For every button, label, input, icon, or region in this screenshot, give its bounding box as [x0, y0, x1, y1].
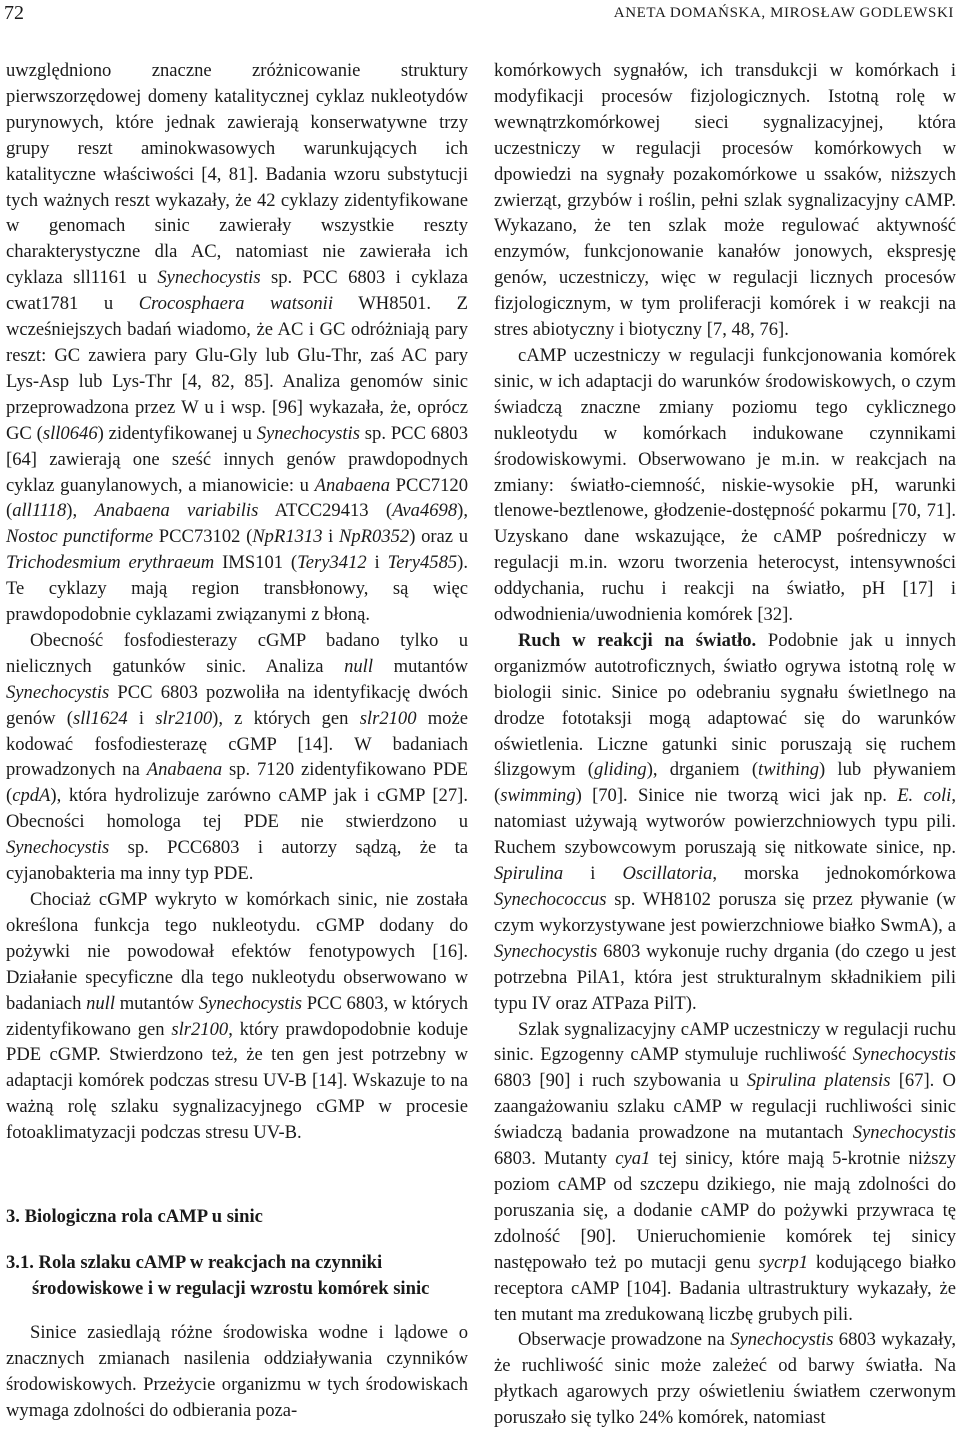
italic-term: E. coli: [897, 785, 952, 807]
paragraph: [494, 628, 956, 1017]
italic-term: gliding: [594, 759, 647, 781]
paragraph: Szlak sygnalizacyjny cAMP uczestniczy w regulacji ruchu sinic. Egzogenny cAMP stymuluje ruchliwość Synechocystis 6803 [90] i ruch szybowania u Spirulina platensis [67]. O zaangażowaniu szlaku cAMP w regulacji ruchliwości sinic świadczą badania prowadzone na mutantach Synechocystis 6803. Mutanty cya1 tej sinicy, które mają 5-krotnie niższy poziom cAMP od szczepu dzikiego, nie mają zdolności do poruszania się, a dodanie cAMP do pożywki przywraca tę zdolność [90]. Unieruchomienie komórek tej sinicy następowało też po mutacji genu sycrp1 kodującego białko receptora cAMP [104]. Badania ultrastruktury wykazały, że ten mutant ma zredukowaną liczbę grubych pili.: [494, 1018, 956, 1325]
italic-term: swimming: [500, 785, 576, 807]
italic-term: Spirulina: [494, 863, 564, 885]
italic-term: Oscillatoria: [622, 863, 713, 885]
italic-term: twithing: [758, 759, 820, 781]
paragraph: komórkowych sygnałów, ich transdukcji w komórkach i modyfikacji procesów fizjologicznych. Istotną rolę w wewnątrzkomórkowej sieci sygnalizacyjnej, która uczestniczy w regulacji procesów komórkowych w dpowiedzi na sygnały pozakomórkowe u ssaków, niższych zwierząt, grzybów i roślin, pełni szlak sygnalizacyjny cAMP. Wykazano, że ten szlak może regulować aktywność enzymów, funkcjonowanie kanałów jonowych, ekspresję genów, uczestniczy, więc w regulacji licznych procesów fizjologicznym, w tym proliferacji komórek i w reakcji na stres abiotyczny i biotyczny [7, 48, 76].: [494, 60, 956, 341]
italic-term: Synechocystis: [6, 681, 110, 703]
italic-term: Spirulina platensis: [746, 1070, 891, 1092]
italic-term: slr2100: [359, 707, 417, 729]
italic-term: Tery3412: [297, 552, 367, 574]
italic-term: Tery4585: [387, 552, 458, 574]
italic-term: Synechocystis: [852, 1122, 956, 1144]
paragraph: Chociaż cGMP wykryto w komórkach sinic, nie została określona funkcja tego nukleotydu. cGMP dodany do pożywki nie powodował efektów fenotypowych [16]. Działanie specyficzne dla tego nukleotydu obserwowano w badaniach null mutantów Synechocystis PCC 6803, w których zidentyfikowano gen slr2100, który prawdopodobnie koduje PDE cGMP. Stwierdzono też, że ten gen jest potrzebny w adaptacji komórek podczas stresu UV-B [14]. Wskazuje to na ważną rolę szlaku sygnalizacyjnego cGMP w procesie fotoaklimatyzacji podczas stresu UV-B.: [6, 889, 468, 1144]
italic-term: Ava4698: [392, 500, 458, 522]
paragraph-body: Podobnie jak u innych organizmów autotroficznych, światło ogrywa istotną rolę w biologii sinic. Sinice po odebraniu sygnału świetlnego na drodze fototaksji mogą adaptować się do warunków oświetlenia. Liczne gatunki sinic poruszają się ruchem ślizgowym (gliding), drganiem (twithing) lub pływaniem (swimming) [70]. Sinice nie tworzą wici jak np. E. coli, natomiast używają wytworów powierzchniowych typu pili. Ruchem szybowcowym poruszają się nitkowate sinice, np. Spirulina i Oscillatoria, morska jednokomórkowa Synechococcus sp. WH8102 porusza się przez pływanie (w czym wykorzystywane jest powierzchniowe białko SwmA), a Synechocystis 6803 wykonuje ruchy drgania (do czego u jest potrzebna PilA1, która jest strukturalnym składnikiem pili typu IV oraz ATPaza PilT).: [494, 629, 957, 1014]
italic-term: cya1: [615, 1148, 651, 1170]
italic-term: NpR1313: [252, 526, 323, 548]
running-head: ANETA DOMAŃSKA, MIROSŁAW GODLEWSKI: [613, 5, 954, 21]
italic-term: null: [86, 992, 115, 1014]
italic-term: Synechococcus: [494, 889, 607, 910]
italic-term: cpdA: [12, 785, 51, 807]
right-column: [494, 58, 956, 1431]
italic-term: sycrp1: [758, 1251, 809, 1273]
italic-term: NpR0352: [338, 526, 410, 548]
paragraph: Sinice zasiedlają różne środowiska wodne i lądowe o znacznych zmianach nasilenia oddziaływania czynników środowiskowych. Przeżycie organizmu w tych środowiskach wymaga zdolności do odbierania poza-: [6, 1321, 468, 1421]
page-number: 72: [4, 2, 24, 24]
italic-term: sll0646: [42, 422, 98, 444]
italic-term: all1118: [12, 500, 67, 522]
paragraph: cAMP uczestniczy w regulacji funkcjonowania komórek sinic, w ich adaptacji do warunków środowiskowych, o czym świadczą znaczne zmiany poziomu tego cyklicznego nukleotydu w komórkach indukowane czynnikami środowiskowymi. Obserwowano je m.in. w reakcjach na zmiany: światło-ciemność, niskie-wysokie pH, warunki tlenowe-beztlenowe, głodzenie-dostępność pokarmu [70, 71]. Uzyskano dane wskazujące, że cAMP pośredniczy w regulacji m.in. wzoru tworzenia heterocyst, intensywności oddychania, ruchu i reakcji na światło, pH [17] i odwodnienia/uwodnienia komórek [32].: [494, 344, 956, 626]
italic-term: Synechocystis: [730, 1329, 834, 1351]
section-heading: 3. Biologiczna rola cAMP u sinic: [6, 1206, 263, 1228]
italic-term: Synechocystis: [256, 422, 360, 444]
paragraph: Obserwacje prowadzone na Synechocystis 6803 wykazały, że ruchliwość sinic może zależeć od barwy światła. Na płytkach agarowych przy oświetleniu światłem czerwonym poruszało się tylko 24% komórek, natomiast: [494, 1329, 956, 1429]
paragraph: Obecność fosfodiesterazy cGMP badano tylko u nielicznych gatunków sinic. Analiza null mutantów Synechocystis PCC 6803 pozwoliła na identyfikację dwóch genów (sll1624 i slr2100), z których gen slr2100 może kodować fosfodiesterazę cGMP [14]. W badaniach prowadzonych na Anabaena sp. 7120 zidentyfikowano PDE (cpdA), która hydrolizuje zarówno cAMP jak i cGMP [27]. Obecności homologa tej PDE nie stwierdzono u Synechocystis sp. PCC6803 i autorzy sądzą, że ta cyjanobakteria ma inny typ PDE.: [6, 629, 469, 885]
italic-term: sll1624: [72, 707, 128, 729]
italic-term: Synechocystis: [494, 940, 598, 962]
italic-term: Synechocystis: [198, 992, 303, 1014]
italic-term: slr2100: [171, 1018, 229, 1040]
italic-term: Nostoc punctiforme: [6, 526, 154, 548]
italic-term: Synechocystis: [6, 837, 110, 859]
italic-term: Trichodesmium erythraeum: [6, 552, 215, 574]
italic-term: Synechocystis: [852, 1044, 956, 1066]
left-column: [6, 58, 468, 1423]
italic-term: Synechocystis: [157, 267, 261, 289]
page-header: [0, 0, 960, 30]
subsection-heading: 3.1. Rola szlaku cAMP w reakcjach na czynniki środowiskowe i w regulacji wzrostu komórek sinic: [6, 1251, 430, 1299]
italic-term: Anabaena variabilis: [94, 500, 259, 522]
italic-term: Anabaena: [314, 474, 391, 496]
italic-term: slr2100: [155, 707, 213, 729]
paragraph: uwzględniono znaczne zróżnicowanie struktury pierwszorzędowej domeny katalitycznej cyklaz nukleotydów purynowych, które jednak zawierają konserwatywne trzy grupy reszt aminokwasowych warunkujących ich katalityczne właściwości [4, 81]. Badania wzoru substytucji tych ważnych reszt wykazały, że 42 cyklazy zidentyfikowane w genomach sinic zawierały wszystkie reszty charakterystyczne dla AC, natomiast nie zawierała ich cyklaza sll1161 u Synechocystis sp. PCC 6803 i cyklaza cwat1781 u Crocosphaera watsonii WH8501. Z wcześniejszych badań wiadomo, że AC i GC odróżniają pary reszt: GC zawiera pary Glu-Gly lub Glu-Thr, zaś AC pary Lys-Asp lub Lys-Thr [4, 82, 85]. Analiza genomów sinic przeprowadzona przez W u i wsp. [96] wykazała, że, oprócz GC (sll0646) zidentyfikowanej u Synechocystis sp. PCC 6803 [64] zawierają one sześć innych genów prawdopodnych cyklaz guanylanowych, a mianowicie: u Anabaena PCC7120 (all1118), Anabaena variabilis ATCC29413 (Ava4698), Nostoc punctiforme PCC73102 (NpR1313 i NpR0352) oraz u Trichodesmium erythraeum IMS101 (Tery3412 i Tery4585). Te cyklazy mają region transbłonowy, są więc prawdopodobnie cyklazami związanymi z błoną.: [6, 60, 469, 626]
italic-term: null: [344, 655, 374, 677]
italic-term: Anabaena: [146, 759, 223, 781]
run-in-heading: Ruch w reakcji na światło.: [518, 629, 757, 651]
italic-term: Crocosphaera watsonii: [138, 293, 334, 315]
